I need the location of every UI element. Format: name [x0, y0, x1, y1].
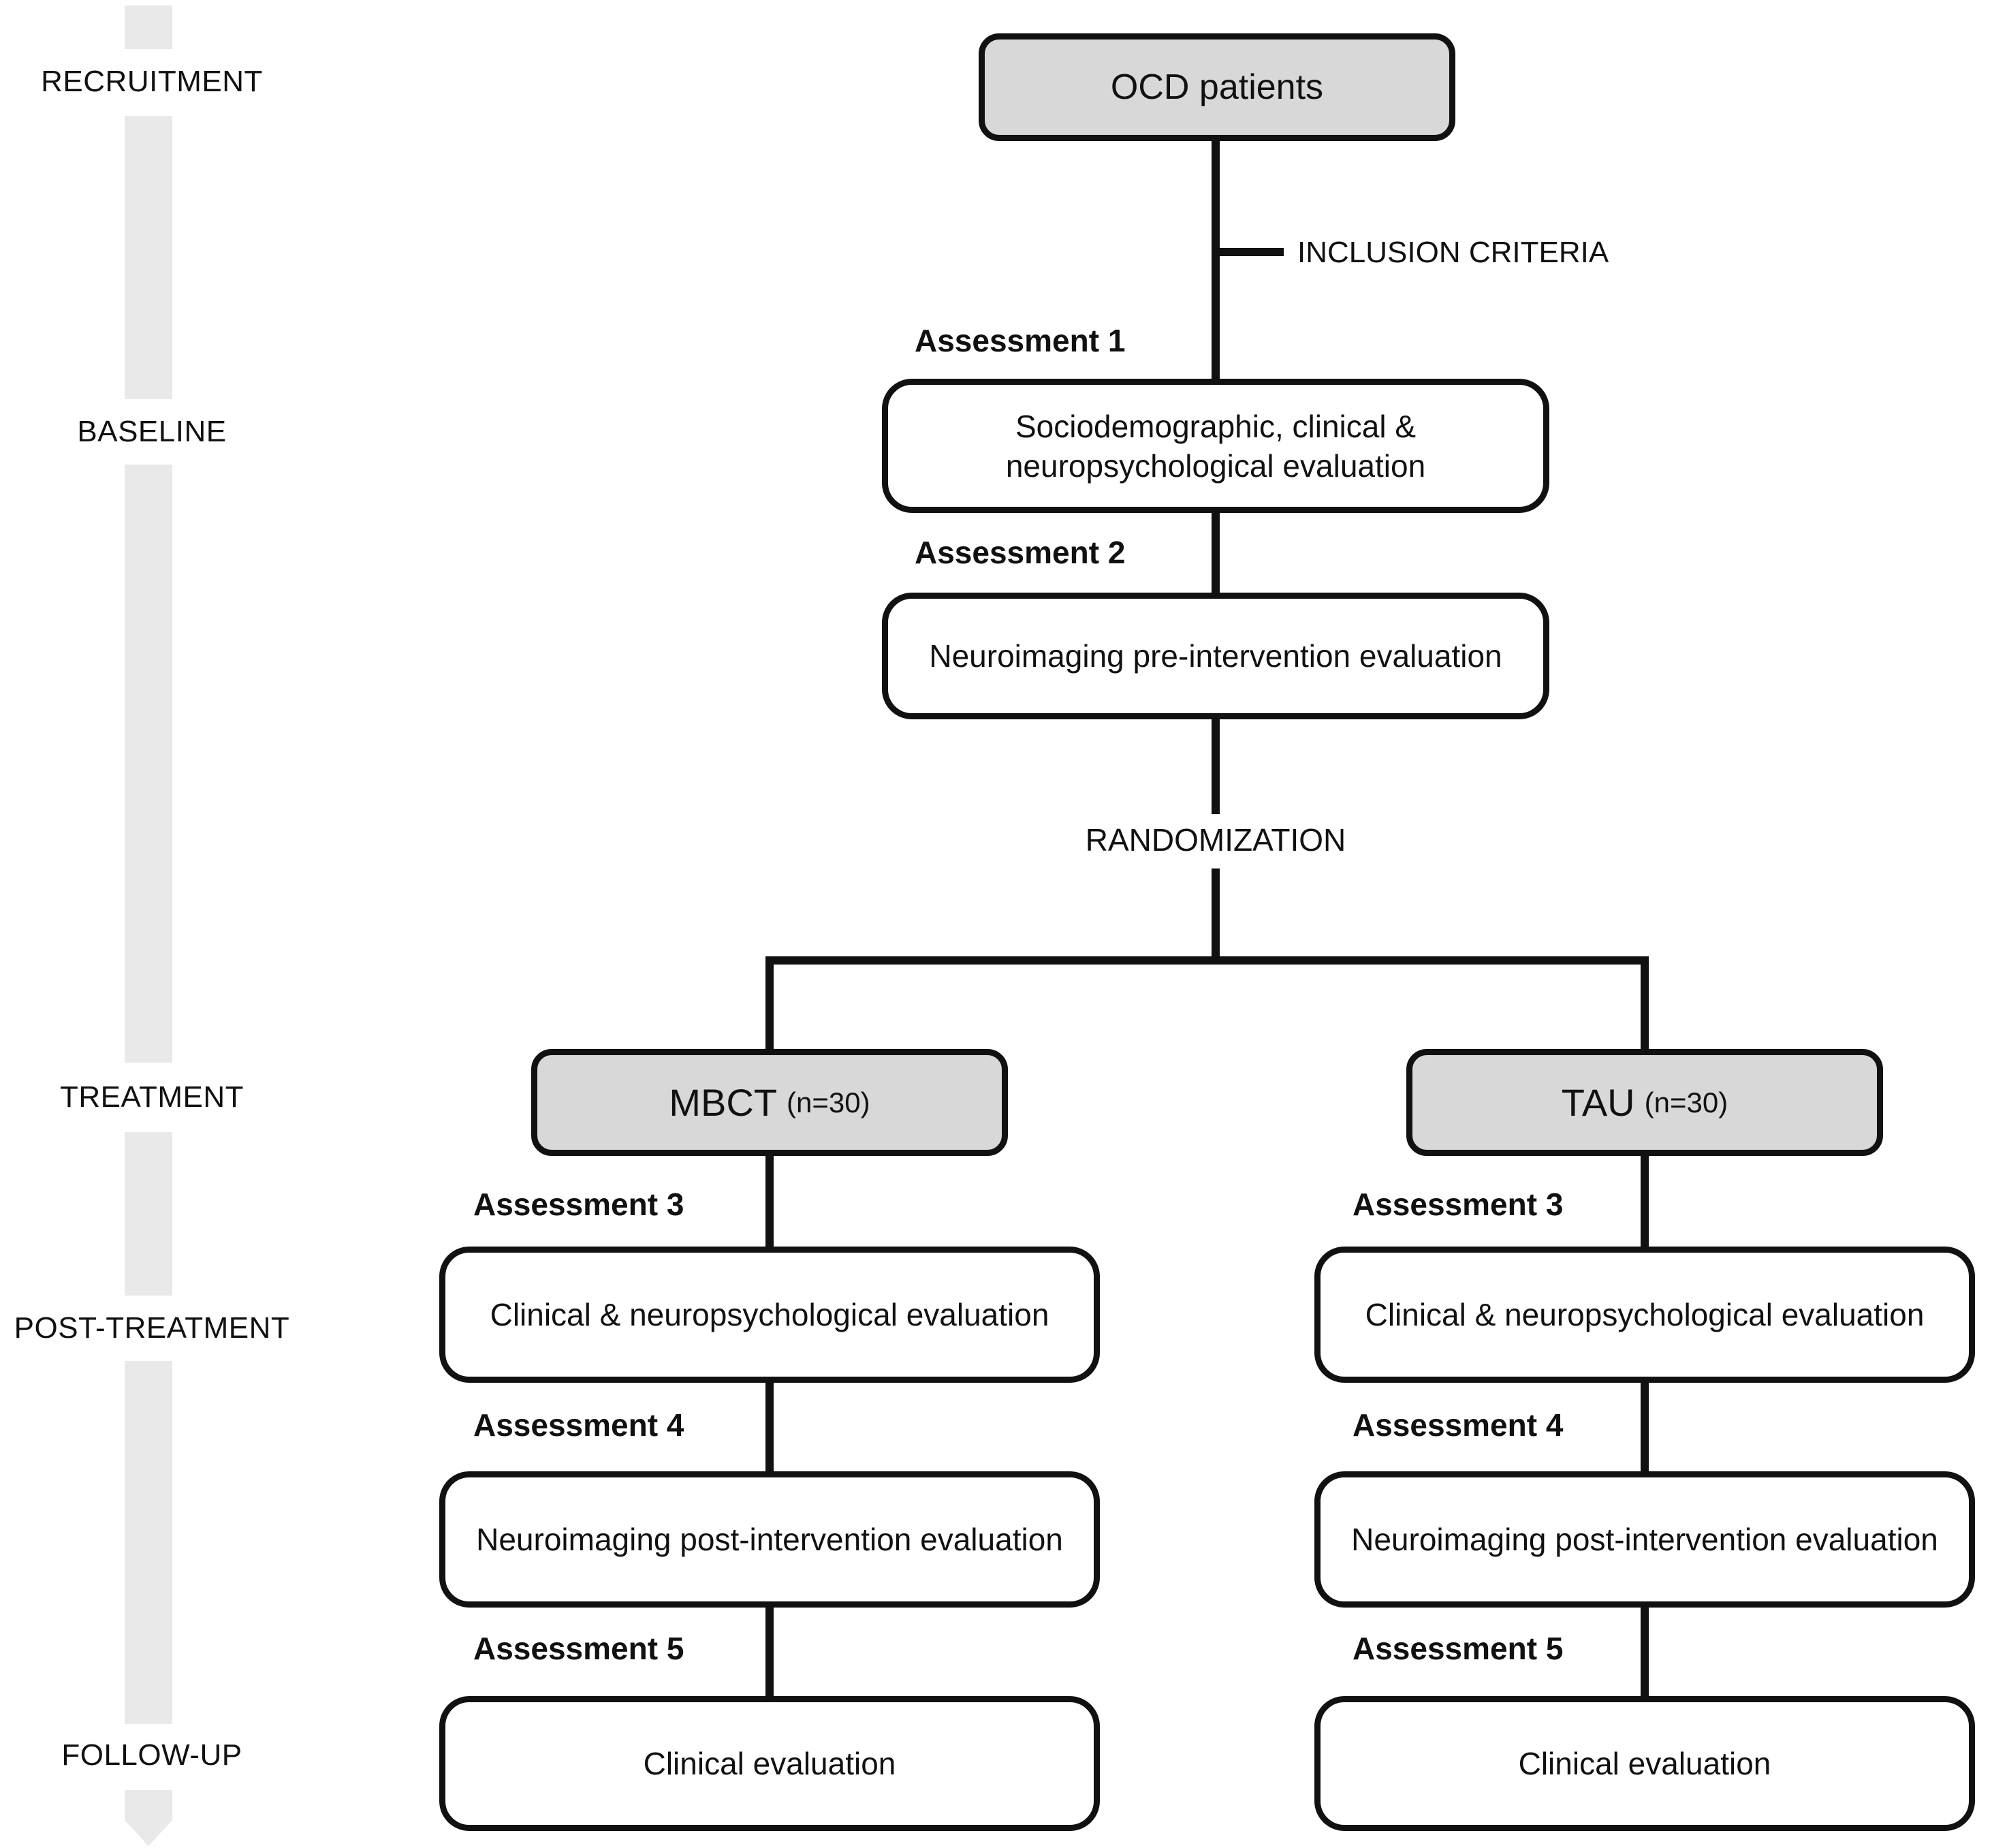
stage-label-post-treatment: POST-TREATMENT: [14, 1311, 290, 1345]
connector-mbct-to-box3: [765, 1156, 774, 1251]
stage-label-follow-up: FOLLOW-UP: [61, 1738, 242, 1772]
node-ocd-patients: [979, 33, 1455, 141]
connector-inclusion-tick: [1216, 248, 1284, 256]
inclusion-criteria-label: INCLUSION CRITERIA: [1297, 236, 1609, 269]
timeline-bar-segment: [125, 1132, 172, 1296]
connector-randomization-to-split: [1212, 868, 1220, 960]
assessment-3-label-tau: Assessment 3: [1353, 1187, 1564, 1222]
timeline-bar-segment: [125, 5, 172, 49]
timeline-bar-segment: [125, 1361, 172, 1724]
stage-label-baseline: BASELINE: [77, 415, 227, 448]
node-clinical-evaluation-mbct: [439, 1696, 1100, 1831]
node-clinical-evaluation-tau-label: Clinical evaluation: [1518, 1746, 1771, 1781]
connector-box3-to-box4-right: [1641, 1383, 1649, 1476]
connector-tau-to-box3: [1641, 1156, 1649, 1251]
node-arm-tau-name: TAU: [1561, 1080, 1635, 1124]
assessment-4-label-tau: Assessment 4: [1353, 1407, 1564, 1443]
node-sociodemographic-evaluation: [882, 379, 1549, 513]
node-neuroimaging-post-intervention-mbct-label: Neuroimaging post-intervention evaluation: [476, 1522, 1063, 1557]
node-arm-tau: [1406, 1049, 1883, 1156]
connector-split-to-mbct: [765, 956, 774, 1055]
timeline-bar-segment: [125, 1790, 172, 1821]
node-neuroimaging-post-intervention-mbct: [439, 1471, 1100, 1608]
timeline-arrow-icon: [125, 1820, 172, 1846]
node-clinical-neuropsych-evaluation-tau-label: Clinical & neuropsychological evaluation: [1365, 1297, 1925, 1332]
connector-box4-to-box5-left: [765, 1608, 774, 1701]
assessment-3-label-mbct: Assessment 3: [473, 1187, 684, 1222]
connector-box3-to-box4-left: [765, 1383, 774, 1476]
assessment-5-label-tau: Assessment 5: [1353, 1631, 1564, 1666]
connector-split-to-tau: [1641, 956, 1649, 1055]
stage-label-treatment: TREATMENT: [59, 1080, 244, 1114]
assessment-1-label: Assessment 1: [915, 323, 1126, 358]
assessment-4-label-mbct: Assessment 4: [473, 1407, 684, 1443]
node-arm-mbct-sample-size: (n=30): [787, 1086, 870, 1118]
node-ocd-patients-label: OCD patients: [1110, 67, 1324, 107]
node-neuroimaging-post-intervention-tau-label: Neuroimaging post-intervention evaluation: [1351, 1522, 1938, 1557]
node-clinical-evaluation-tau: [1314, 1696, 1975, 1831]
stage-label-recruitment: RECRUITMENT: [41, 65, 263, 98]
node-arm-mbct: [531, 1049, 1008, 1156]
timeline-bar-segment: [125, 465, 172, 1063]
assessment-2-label: Assessment 2: [915, 535, 1126, 570]
connector-box4-to-box5-right: [1641, 1608, 1649, 1701]
node-sociodemographic-evaluation-label: Sociodemographic, clinical & neuropsychological evaluation: [1005, 408, 1426, 484]
node-arm-mbct-name: MBCT: [669, 1080, 778, 1124]
node-neuroimaging-pre-intervention-label: Neuroimaging pre-intervention evaluation: [929, 638, 1502, 674]
node-clinical-neuropsych-evaluation-mbct: [439, 1247, 1100, 1383]
connector-box1-to-box2: [1212, 513, 1220, 593]
node-clinical-neuropsych-evaluation-mbct-label: Clinical & neuropsychological evaluation: [490, 1297, 1049, 1332]
node-neuroimaging-pre-intervention: [882, 593, 1549, 719]
node-arm-tau-sample-size: (n=30): [1644, 1086, 1728, 1118]
connector-ocd-to-box1: [1212, 141, 1220, 379]
assessment-5-label-mbct: Assessment 5: [473, 1631, 684, 1666]
timeline-bar-segment: [125, 116, 172, 399]
connector-box2-to-randomization: [1212, 719, 1220, 814]
node-clinical-evaluation-mbct-label: Clinical evaluation: [643, 1746, 896, 1781]
connector-split-horizontal: [765, 956, 1649, 965]
randomization-label: RANDOMIZATION: [1085, 822, 1346, 858]
node-neuroimaging-post-intervention-tau: [1314, 1471, 1975, 1608]
node-clinical-neuropsych-evaluation-tau: [1314, 1247, 1975, 1383]
